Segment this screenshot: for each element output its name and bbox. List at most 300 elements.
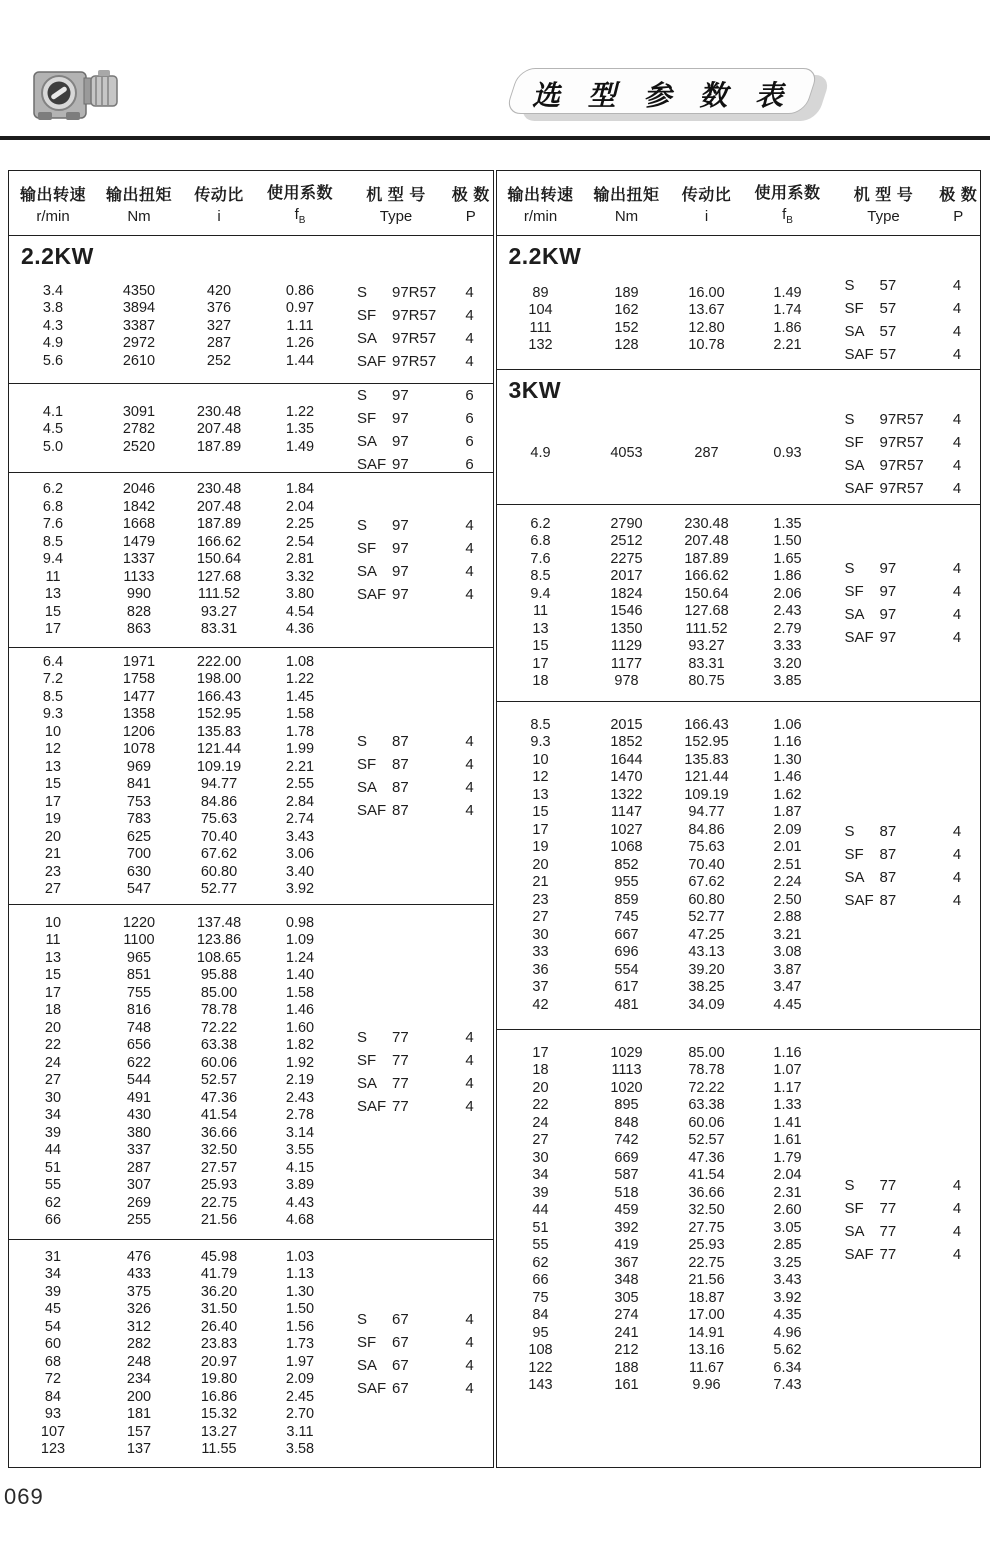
type-label — [343, 307, 447, 324]
type-series: SA — [357, 563, 378, 580]
type-label — [343, 802, 447, 819]
type-series: SA — [357, 329, 378, 347]
cell-speed: 44 — [44, 1142, 62, 1158]
type-poles: 4 — [952, 629, 962, 646]
type-label — [343, 733, 447, 750]
cell-factor: 2.70 — [285, 1406, 315, 1422]
cell-factor: 1.03 — [285, 1248, 315, 1265]
type-model: 77 — [879, 1199, 897, 1217]
column-label: 输出转速 — [19, 186, 86, 204]
cell-factor: 1.07 — [773, 1062, 802, 1078]
type-row — [831, 557, 981, 580]
cell-factor: 3.25 — [773, 1254, 802, 1271]
cell-torque: 2520 — [122, 438, 156, 455]
cell-ratio: 376 — [206, 300, 232, 317]
type-label — [343, 1098, 447, 1115]
type-series: SAF — [844, 1245, 874, 1263]
cell-factor: 3.89 — [285, 1177, 315, 1193]
cell-ratio: 150.64 — [196, 551, 242, 568]
cell-speed: 9.3 — [42, 706, 64, 722]
data-block — [497, 504, 981, 701]
cell-factor: 3.85 — [773, 673, 802, 689]
cell-factor: 3.92 — [285, 881, 315, 897]
cell-factor: 2.50 — [773, 891, 802, 908]
type-series: SF — [844, 434, 864, 451]
type-series: SAF — [357, 456, 387, 472]
power-section-heading: 2.2KW — [508, 243, 582, 269]
type-poles: 4 — [465, 1029, 474, 1046]
cell-speed: 19 — [44, 811, 62, 827]
cell-speed: 22 — [44, 1037, 62, 1053]
cell-torque: 1546 — [610, 603, 643, 619]
cell-ratio: 67.62 — [688, 874, 725, 891]
table-blocks — [497, 236, 981, 1467]
cell-ratio: 85.00 — [688, 1044, 725, 1061]
cell-speed: 11 — [45, 568, 61, 585]
cell-factor: 0.93 — [773, 445, 802, 462]
cell-ratio: 230.48 — [196, 481, 242, 498]
cell-ratio: 230.48 — [196, 403, 242, 420]
cell-ratio: 41.54 — [688, 1167, 725, 1183]
type-row — [831, 1220, 981, 1243]
type-row — [343, 327, 493, 350]
header-column — [9, 182, 97, 225]
cell-factor: 7.43 — [773, 1377, 802, 1393]
cell-ratio: 22.75 — [688, 1254, 725, 1271]
cell-ratio: 10.78 — [688, 337, 725, 353]
type-poles: 4 — [952, 276, 962, 294]
type-series: SAF — [357, 1098, 387, 1115]
cell-speed: 8.5 — [42, 688, 64, 705]
cell-speed: 55 — [44, 1177, 62, 1193]
type-series: S — [357, 1310, 368, 1328]
cell-ratio: 26.40 — [200, 1318, 238, 1335]
column-unit: P — [465, 207, 476, 225]
cell-factor: 1.50 — [285, 1301, 315, 1317]
cell-speed: 13 — [44, 949, 62, 966]
cell-factor: 2.24 — [773, 874, 802, 891]
type-series: SF — [357, 1333, 377, 1351]
cell-ratio: 34.09 — [688, 996, 725, 1013]
type-model: 97R57 — [392, 352, 437, 370]
cell-factor: 3.21 — [773, 926, 802, 943]
cell-factor: 2.45 — [285, 1388, 315, 1405]
cell-ratio: 36.66 — [200, 1124, 238, 1141]
cell-torque: 2046 — [122, 481, 156, 498]
type-label — [831, 869, 935, 886]
type-row — [343, 776, 493, 799]
type-series: SA — [844, 457, 865, 474]
type-model: 97R57 — [879, 434, 924, 451]
type-model: 97 — [392, 517, 409, 534]
cell-torque: 491 — [126, 1089, 152, 1106]
type-series: S — [844, 1176, 855, 1194]
type-row — [831, 320, 981, 343]
type-list — [343, 1308, 493, 1400]
block-body — [497, 404, 981, 504]
data-rows — [9, 404, 343, 457]
type-row — [343, 514, 493, 537]
cell-factor: 3.08 — [773, 944, 802, 961]
cell-ratio: 11.67 — [688, 1359, 725, 1376]
cell-factor: 6.34 — [773, 1359, 802, 1376]
cell-ratio: 207.48 — [196, 421, 242, 438]
cell-speed: 24 — [44, 1054, 62, 1071]
cell-factor: 1.06 — [773, 716, 802, 733]
cell-speed: 34 — [44, 1266, 62, 1282]
type-label — [831, 629, 935, 646]
cell-speed: 4.9 — [42, 335, 64, 352]
cell-torque: 753 — [126, 793, 152, 810]
type-poles: 4 — [465, 1356, 474, 1374]
cell-torque: 2790 — [610, 515, 643, 532]
type-poles: 4 — [465, 563, 474, 580]
type-poles: 4 — [952, 345, 962, 363]
type-model: 77 — [392, 1052, 409, 1069]
cell-factor: 3.55 — [285, 1142, 315, 1158]
column-unit: $f_B$ — [782, 206, 793, 226]
data-block — [497, 1029, 981, 1467]
type-label — [831, 583, 935, 600]
cell-ratio: 13.16 — [688, 1342, 725, 1358]
cell-factor: 1.49 — [285, 438, 315, 455]
data-rows — [9, 654, 343, 899]
type-model: 97 — [879, 560, 897, 577]
cell-torque: 1100 — [123, 932, 155, 948]
type-list — [343, 384, 493, 472]
type-row — [343, 1377, 493, 1400]
data-rows — [497, 445, 831, 463]
cell-speed: 123 — [40, 1441, 66, 1457]
cell-torque: 337 — [126, 1142, 152, 1158]
cell-ratio: 17.00 — [688, 1307, 725, 1323]
cell-speed: 18 — [44, 1002, 62, 1018]
cell-speed: 13 — [532, 620, 549, 637]
cell-factor: 2.88 — [773, 909, 802, 926]
type-model: 57 — [879, 299, 897, 317]
cell-ratio: 70.40 — [688, 856, 725, 873]
cell-ratio: 21.56 — [688, 1272, 725, 1288]
column-unit: i — [704, 207, 709, 225]
cell-torque: 625 — [126, 828, 152, 845]
type-label — [831, 1223, 935, 1240]
type-poles: 6 — [465, 456, 474, 472]
cell-factor: 1.44 — [285, 352, 315, 369]
cell-torque: 212 — [614, 1342, 639, 1358]
cell-ratio: 20.97 — [200, 1353, 238, 1370]
type-series: SF — [357, 1052, 377, 1069]
cell-factor: 3.43 — [773, 1272, 802, 1288]
type-model: 87 — [879, 822, 897, 840]
cell-ratio: 15.32 — [200, 1406, 238, 1422]
cell-ratio: 27.57 — [200, 1159, 238, 1176]
column-label: 使用系数 — [754, 185, 821, 202]
cell-speed: 39 — [532, 1184, 549, 1201]
cell-speed: 10 — [44, 723, 62, 740]
type-poles: 4 — [952, 1199, 962, 1217]
cell-torque: 2015 — [610, 716, 643, 733]
type-model: 97 — [392, 586, 409, 603]
data-block — [9, 472, 493, 647]
cell-ratio: 9.96 — [692, 1377, 721, 1393]
type-row — [343, 1049, 493, 1072]
cell-torque: 269 — [126, 1194, 152, 1211]
cell-factor: 3.06 — [285, 846, 315, 862]
type-poles: 6 — [465, 410, 474, 427]
type-series: SA — [357, 1075, 378, 1092]
cell-torque: 326 — [126, 1301, 152, 1317]
type-model: 97R57 — [879, 480, 924, 497]
block-body — [9, 270, 493, 383]
type-label — [831, 411, 935, 428]
type-model: 77 — [392, 1098, 409, 1115]
type-label — [343, 1052, 447, 1069]
type-poles: 4 — [952, 411, 962, 428]
cell-factor: 2.54 — [285, 533, 315, 550]
cell-torque: 1020 — [610, 1079, 643, 1096]
type-label — [343, 1311, 447, 1328]
cell-speed: 12 — [44, 741, 62, 757]
header-column — [343, 182, 449, 225]
type-model: 57 — [879, 345, 897, 363]
cell-factor: 1.16 — [773, 1044, 802, 1061]
selection-tables — [8, 170, 981, 1468]
type-list — [831, 557, 981, 649]
cell-factor: 1.97 — [285, 1353, 315, 1370]
type-model: 97R57 — [392, 283, 437, 301]
type-poles: 4 — [465, 517, 474, 534]
cell-ratio: 252 — [206, 352, 232, 369]
type-model: 97R57 — [392, 329, 437, 347]
cell-ratio: 12.80 — [688, 319, 725, 336]
cell-speed: 10 — [532, 751, 549, 768]
type-label — [831, 300, 935, 317]
cell-speed: 20 — [532, 1079, 549, 1096]
cell-speed: 30 — [532, 1149, 549, 1166]
cell-speed: 89 — [532, 284, 549, 301]
cell-torque: 955 — [614, 874, 639, 891]
cell-factor: 1.50 — [773, 533, 802, 549]
cell-ratio: 187.89 — [196, 438, 242, 455]
block-body — [497, 505, 981, 701]
column-label: 机 型 号 — [853, 186, 914, 204]
cell-speed: 13 — [44, 586, 62, 603]
type-label — [831, 1177, 935, 1194]
type-list — [831, 820, 981, 912]
cell-torque: 1842 — [122, 498, 156, 515]
type-poles: 4 — [952, 457, 962, 474]
cell-ratio: 16.00 — [688, 284, 725, 301]
type-poles: 4 — [952, 1176, 962, 1194]
data-block — [9, 904, 493, 1239]
cell-speed: 4.1 — [42, 403, 64, 420]
type-label — [343, 540, 447, 557]
cell-ratio: 94.77 — [688, 804, 725, 821]
cell-ratio: 111.52 — [685, 620, 728, 637]
cell-ratio: 31.50 — [200, 1301, 238, 1317]
cell-ratio: 137.48 — [196, 914, 242, 931]
block-body — [497, 1030, 981, 1467]
cell-ratio: 72.22 — [688, 1079, 725, 1096]
cell-factor: 2.31 — [773, 1184, 802, 1201]
type-series: SA — [357, 433, 378, 450]
header-column — [745, 180, 831, 226]
type-label — [343, 1380, 447, 1397]
type-poles: 4 — [465, 352, 474, 370]
cell-torque: 305 — [614, 1289, 639, 1306]
cell-factor: 1.79 — [773, 1149, 802, 1166]
cell-ratio: 63.38 — [688, 1097, 725, 1113]
type-series: SF — [844, 583, 864, 600]
cell-speed: 122 — [528, 1359, 553, 1376]
type-series: SAF — [844, 345, 874, 363]
cell-torque: 1358 — [122, 706, 156, 722]
type-model: 97 — [392, 433, 409, 450]
cell-factor: 1.92 — [285, 1054, 315, 1071]
type-poles: 4 — [952, 480, 962, 497]
cell-speed: 37 — [532, 979, 549, 996]
cell-speed: 66 — [44, 1212, 62, 1228]
cell-speed: 42 — [532, 996, 549, 1013]
type-series: S — [844, 560, 855, 577]
type-label — [831, 434, 935, 451]
cell-torque: 828 — [126, 603, 152, 620]
cell-torque: 137 — [126, 1441, 152, 1457]
cell-factor: 1.84 — [285, 481, 315, 498]
cell-torque: 419 — [614, 1237, 639, 1253]
cell-torque: 3387 — [122, 317, 156, 334]
type-series: SA — [357, 779, 378, 796]
cell-ratio: 18.87 — [688, 1289, 725, 1306]
cell-ratio: 32.50 — [688, 1202, 725, 1218]
column-unit: i — [217, 207, 221, 225]
cell-ratio: 27.75 — [688, 1219, 725, 1236]
cell-speed: 15 — [532, 804, 549, 821]
cell-speed: 17 — [44, 984, 62, 1001]
type-row — [831, 477, 981, 500]
type-series: S — [357, 733, 368, 750]
header-column — [257, 180, 343, 226]
cell-torque: 241 — [614, 1324, 639, 1341]
cell-speed: 11 — [45, 932, 61, 948]
type-row — [343, 1026, 493, 1049]
cell-factor: 3.80 — [285, 586, 315, 603]
type-label — [831, 277, 935, 294]
cell-torque: 481 — [614, 996, 639, 1013]
page-title-banner — [512, 68, 812, 114]
type-row — [343, 1095, 493, 1118]
cell-ratio: 75.63 — [688, 839, 725, 856]
type-poles: 4 — [952, 434, 962, 451]
header-column — [585, 182, 669, 225]
table-header — [497, 171, 981, 236]
type-poles: 4 — [465, 733, 474, 750]
type-model: 77 — [392, 1029, 409, 1046]
type-series: SAF — [357, 586, 387, 603]
cell-torque: 188 — [614, 1359, 639, 1376]
cell-speed: 54 — [44, 1318, 62, 1335]
cell-factor: 1.24 — [285, 949, 315, 966]
cell-ratio: 80.75 — [688, 673, 725, 689]
type-model: 97 — [392, 387, 409, 404]
cell-torque: 459 — [614, 1202, 639, 1218]
cell-speed: 17 — [532, 1044, 549, 1061]
cell-ratio: 78.78 — [688, 1062, 725, 1078]
column-unit: Nm — [127, 207, 151, 225]
cell-speed: 5.6 — [42, 352, 64, 369]
cell-factor: 4.15 — [285, 1159, 315, 1176]
cell-torque: 895 — [614, 1097, 639, 1113]
type-poles: 4 — [465, 1098, 474, 1115]
cell-ratio: 127.68 — [196, 568, 242, 585]
type-row — [343, 304, 493, 327]
cell-speed: 17 — [532, 821, 549, 838]
cell-speed: 7.6 — [530, 550, 551, 567]
cell-torque: 700 — [126, 846, 152, 862]
cell-torque: 200 — [126, 1388, 152, 1405]
cell-torque: 128 — [614, 337, 639, 353]
cell-torque: 630 — [126, 863, 152, 880]
cell-ratio: 166.43 — [684, 716, 729, 733]
type-row — [831, 580, 981, 603]
cell-torque: 162 — [614, 302, 639, 318]
cell-ratio: 25.93 — [688, 1237, 725, 1253]
type-poles: 4 — [952, 560, 962, 577]
cell-speed: 30 — [44, 1089, 62, 1106]
type-poles: 4 — [465, 1075, 474, 1092]
type-row — [831, 454, 981, 477]
cell-ratio: 47.36 — [688, 1149, 725, 1166]
cell-speed: 3.4 — [42, 282, 64, 299]
cell-ratio: 32.50 — [200, 1142, 238, 1158]
type-series: SF — [844, 1199, 864, 1217]
cell-factor: 1.22 — [285, 403, 315, 420]
type-series: SF — [357, 756, 377, 773]
cell-speed: 31 — [44, 1248, 62, 1265]
column-unit: Nm — [614, 207, 639, 225]
cell-torque: 1758 — [122, 671, 156, 687]
cell-ratio: 21.56 — [200, 1212, 238, 1228]
type-model: 67 — [392, 1333, 409, 1351]
cell-ratio: 127.68 — [684, 603, 729, 619]
type-label — [343, 1334, 447, 1351]
type-row — [831, 408, 981, 431]
data-rows — [9, 1249, 343, 1459]
cell-factor: 4.35 — [773, 1307, 802, 1323]
cell-speed: 17 — [44, 793, 62, 810]
cell-torque: 1220 — [122, 914, 156, 931]
cell-speed: 34 — [532, 1167, 549, 1183]
cell-torque: 255 — [126, 1212, 152, 1228]
cell-factor: 5.62 — [773, 1342, 802, 1358]
type-model: 97R57 — [392, 306, 437, 324]
cell-speed: 6.8 — [42, 498, 64, 515]
type-list — [831, 274, 981, 366]
cell-ratio: 52.77 — [688, 909, 725, 926]
type-label — [831, 480, 935, 497]
cell-torque: 433 — [126, 1266, 152, 1282]
type-label — [831, 323, 935, 340]
cell-ratio: 60.06 — [200, 1054, 238, 1071]
cell-torque: 348 — [614, 1272, 639, 1288]
data-block — [9, 236, 493, 383]
type-series: SF — [844, 845, 864, 863]
type-row — [343, 350, 493, 373]
cell-factor: 4.96 — [773, 1324, 802, 1341]
type-model: 97 — [879, 583, 897, 600]
type-label — [343, 779, 447, 796]
cell-speed: 8.5 — [42, 533, 64, 550]
